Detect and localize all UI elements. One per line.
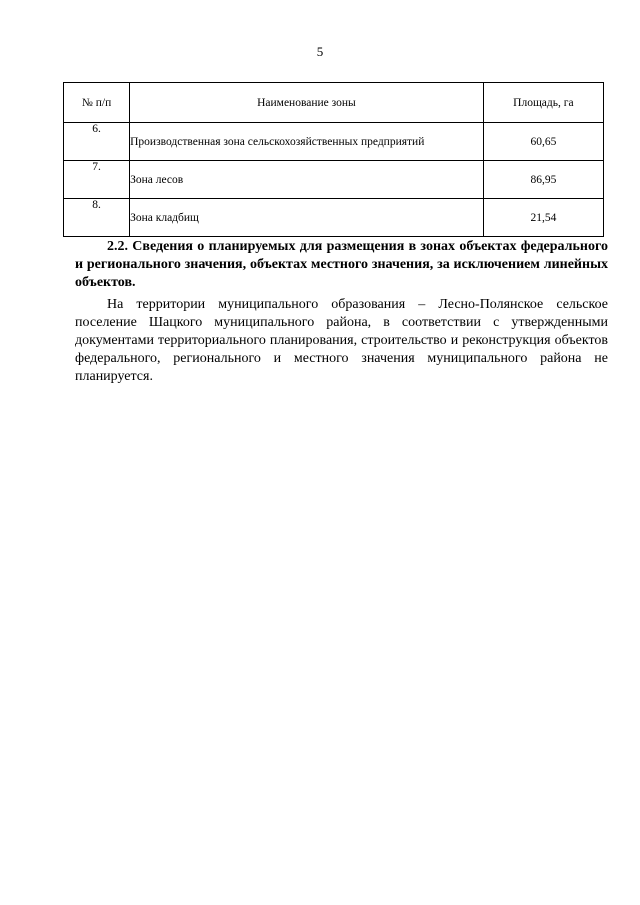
table-row (64, 161, 604, 199)
header-zone-name: Наименование зоны (130, 83, 484, 123)
row-zone-name: Зона кладбищ (130, 199, 484, 237)
row-zone-name: Зона лесов (130, 161, 484, 199)
row-area: 21,54 (483, 199, 603, 237)
section-heading: 2.2. Сведения о планируемых для размещения в зонах объектах федерального и регионального значения, объектах местного значения, за исключением линейных объектов. (75, 239, 608, 290)
header-area: Площадь, га (483, 83, 603, 123)
row-number: 6. (64, 123, 130, 161)
row-number: 8. (64, 199, 130, 237)
table-row (64, 123, 604, 161)
table-header-row (64, 83, 604, 123)
page-number: 5 (316, 44, 324, 59)
zones-table (63, 82, 604, 237)
row-area: 60,65 (483, 123, 603, 161)
table-row (64, 199, 604, 237)
row-number: 7. (64, 161, 130, 199)
row-area: 86,95 (483, 161, 603, 199)
section-body-paragraph: На территории муниципального образования – Лесно-Полянское сельское поселение Шацкого муниципального района, в соответствии с утвержденными документами территориального планирования, строительство и реконструкция объектов федерального, регионального и местного значения муниципального района не планируется. (75, 297, 608, 384)
row-zone-name: Производственная зона сельскохозяйственных предприятий (130, 123, 484, 161)
header-number: № п/п (64, 83, 130, 123)
